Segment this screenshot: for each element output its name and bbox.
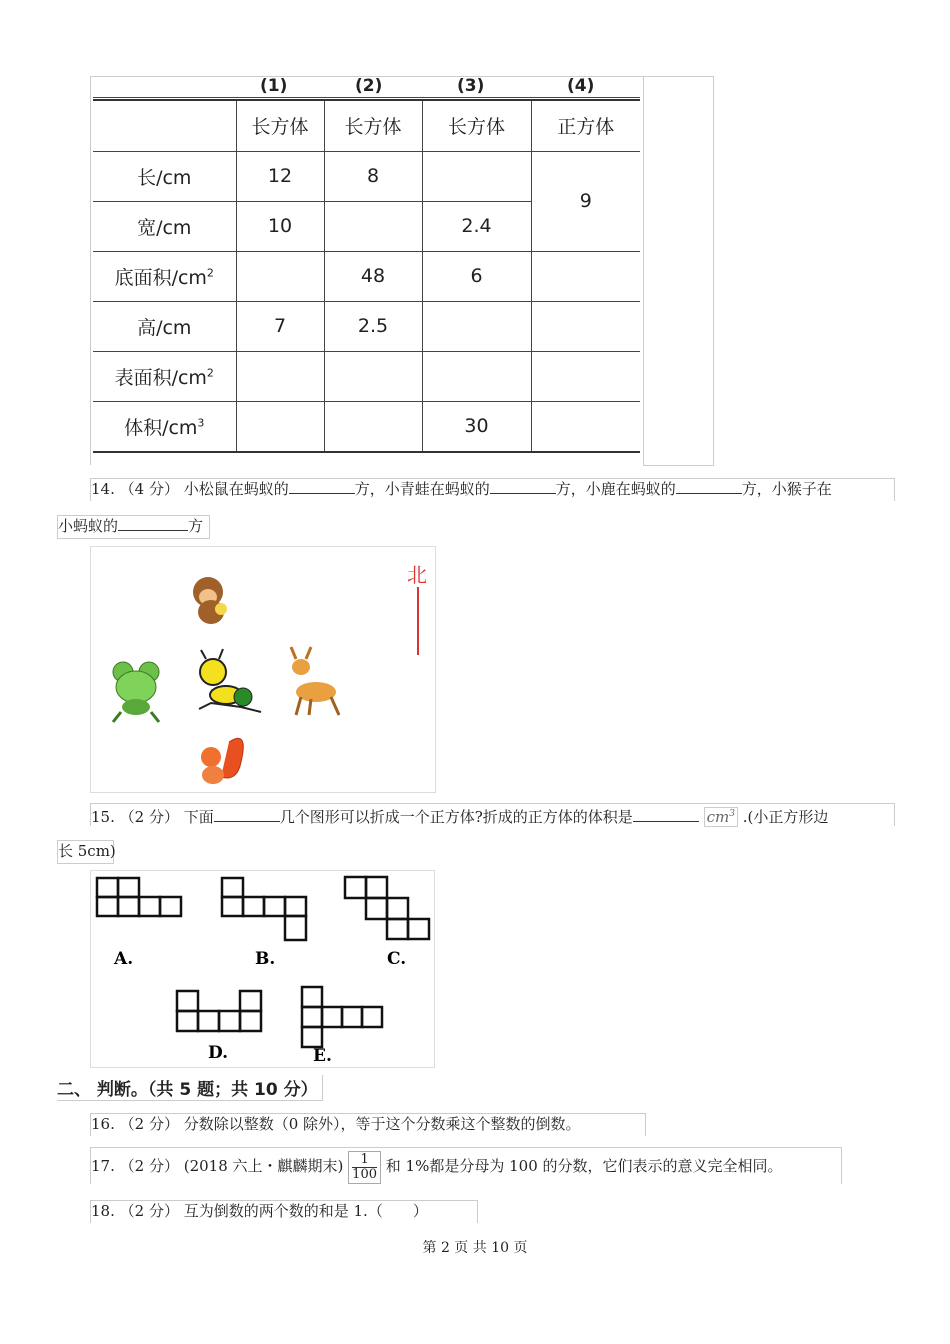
table-row — [93, 151, 640, 201]
answer-blank[interactable] — [214, 807, 280, 822]
squirrel-icon — [201, 738, 243, 784]
row-label: 表面积$/cm^2$ — [93, 351, 236, 401]
col-number-1: (1) — [260, 76, 288, 96]
col-number-4: (4) — [567, 76, 595, 96]
cell: 7 — [236, 301, 324, 351]
net-a — [97, 878, 181, 916]
header-cell: 长方体 — [236, 100, 324, 151]
net-e — [302, 987, 382, 1047]
row-label: 高/cm — [93, 301, 236, 351]
cube-edge-cell: 9 — [531, 151, 640, 251]
unit-cm3: $cm^3$ — [704, 807, 738, 827]
ant-icon — [199, 649, 261, 712]
q15-line1: 15. （2 分） 下面 几个图形可以折成一个正方体?折成的正方体的体积是 $cm^3$ .(小正方形边 — [90, 803, 895, 826]
cell — [422, 351, 531, 401]
cube-nets-picture — [90, 870, 435, 1068]
table-row — [93, 301, 640, 351]
animals-position-picture — [90, 546, 436, 793]
net-c — [345, 877, 429, 939]
row-label: 体积$/cm^3$ — [93, 401, 236, 452]
q14-line2: 小蚂蚁的 方 — [57, 515, 210, 539]
cell: 12 — [236, 151, 324, 201]
north-label: 北 — [407, 563, 427, 587]
option-c-label: C. — [387, 949, 407, 969]
q16-line: 16. （2 分） 分数除以整数（0 除外），等于这个分数乘这个整数的倒数。 — [90, 1113, 646, 1136]
frog-icon — [113, 662, 159, 722]
cell — [531, 351, 640, 401]
header-cell: 长方体 — [422, 100, 531, 151]
table-image-frame-right — [643, 76, 714, 466]
header-cell: 正方体 — [531, 100, 640, 151]
cell: 48 — [324, 251, 422, 301]
table-row — [93, 251, 640, 301]
col-number-3: (3) — [457, 76, 485, 96]
option-e-label: E. — [313, 1046, 332, 1066]
option-a-label: A. — [114, 949, 134, 969]
q17-line: 17. （2 分） (2018 六上・麒麟期末) $\frac{1}{100}$ 和 1%都是分母为 100 的分数，它们表示的意义完全相同。 — [90, 1147, 842, 1184]
cell — [324, 351, 422, 401]
answer-blank[interactable] — [676, 479, 742, 494]
monkey-icon — [193, 577, 227, 624]
page-footer: 第 2 页 共 10 页 — [422, 1240, 528, 1256]
cell — [324, 401, 422, 452]
cell — [324, 201, 422, 251]
cube-nets-svg — [91, 871, 434, 1067]
cell: 2.5 — [324, 301, 422, 351]
table-row — [93, 351, 640, 401]
cell — [236, 401, 324, 452]
col-number-2: (2) — [355, 76, 383, 96]
cell: 2.4 — [422, 201, 531, 251]
q14-line1: 14. （4 分） 小松鼠在蚂蚁的 方，小青蛙在蚂蚁的 方，小鹿在蚂蚁的 方，小猴子在 — [90, 478, 895, 501]
cell — [236, 351, 324, 401]
q15-line2: 长 5cm) — [57, 840, 114, 864]
row-label: 宽/cm — [93, 201, 236, 251]
net-d — [177, 991, 261, 1031]
deer-icon — [291, 647, 339, 715]
cell: 8 — [324, 151, 422, 201]
answer-blank[interactable] — [289, 479, 355, 494]
cell — [236, 251, 324, 301]
section-2-title: 二、 判断。（共 5 题；共 10 分） — [57, 1075, 323, 1101]
fraction-1-100: $\frac{1}{100}$ — [348, 1151, 381, 1184]
net-b — [222, 878, 306, 940]
cell — [531, 301, 640, 351]
cuboid-table — [93, 99, 640, 453]
table-row — [93, 401, 640, 452]
option-d-label: D. — [208, 1043, 229, 1063]
answer-blank[interactable] — [490, 479, 556, 494]
header-empty — [93, 100, 236, 151]
table-top-line — [93, 97, 640, 98]
row-label: 长/cm — [93, 151, 236, 201]
cell — [422, 301, 531, 351]
cell: 30 — [422, 401, 531, 452]
table-header-row — [93, 100, 640, 151]
option-b-label: B. — [255, 949, 276, 969]
row-label: 底面积$/cm^2$ — [93, 251, 236, 301]
q18-line: 18. （2 分） 互为倒数的两个数的和是 1.（ ） — [90, 1200, 478, 1223]
cell — [531, 251, 640, 301]
header-cell: 长方体 — [324, 100, 422, 151]
cell: 6 — [422, 251, 531, 301]
cell — [531, 401, 640, 452]
answer-blank[interactable] — [633, 807, 699, 822]
cell — [422, 151, 531, 201]
answer-blank[interactable] — [118, 516, 188, 531]
animals-svg — [91, 547, 435, 792]
cell: 10 — [236, 201, 324, 251]
